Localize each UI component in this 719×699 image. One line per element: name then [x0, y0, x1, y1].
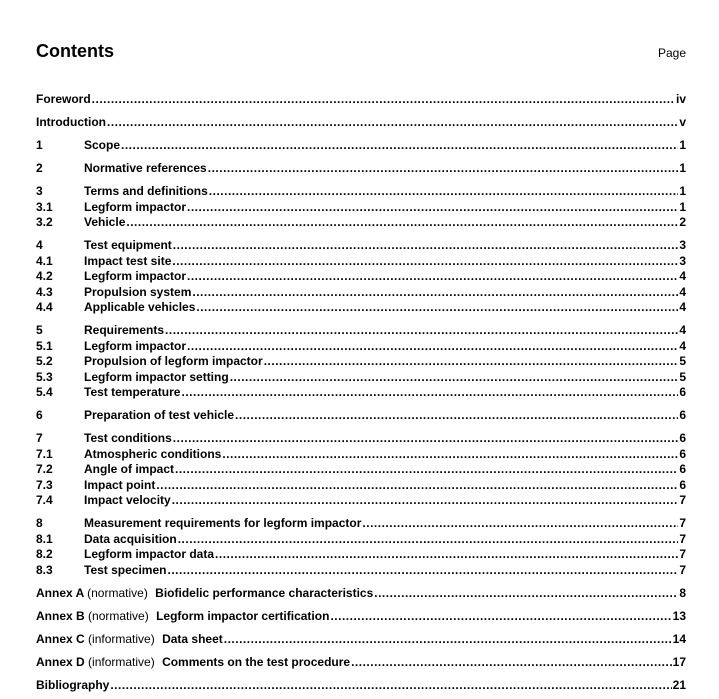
toc-entry-3-2[interactable]	[36, 215, 686, 231]
toc-entry-page: 6	[679, 446, 686, 461]
toc-entry-title: Legform impactor certification	[156, 608, 330, 623]
toc-entry-title: Atmospheric conditions	[84, 446, 222, 461]
table-of-contents	[36, 92, 686, 693]
dot-leader	[209, 184, 679, 200]
toc-entry-title: Legform impactor setting	[84, 369, 229, 384]
dot-leader	[173, 238, 679, 254]
dot-leader	[178, 532, 679, 548]
toc-entry-number: 5.4	[36, 385, 53, 399]
dot-leader	[351, 655, 672, 671]
toc-entry-title: Vehicle	[84, 215, 126, 229]
toc-entry-title: Biofidelic performance characteristics	[155, 585, 374, 600]
toc-entry-number: 8.3	[36, 562, 53, 577]
toc-entry-title: Legform impactor	[84, 199, 187, 214]
toc-entry-page: 6	[679, 385, 686, 399]
toc-entry-annex-b[interactable]	[36, 609, 686, 625]
dot-leader	[121, 138, 678, 154]
toc-entry-page: 6	[679, 462, 686, 476]
toc-entry-page: 7	[679, 516, 686, 530]
toc-entry-page: 3	[679, 238, 686, 252]
dot-leader	[110, 678, 671, 694]
toc-entry-3[interactable]	[36, 184, 686, 200]
toc-entry-page: 1	[679, 199, 686, 214]
dot-leader	[156, 478, 678, 494]
toc-entry-page: 21	[672, 677, 686, 692]
dot-leader	[187, 200, 678, 216]
toc-entry-title: Test temperature	[84, 385, 181, 399]
toc-entry-title: Impact point	[84, 477, 156, 492]
toc-entry-number: 2	[36, 161, 43, 175]
toc-entry-7-1[interactable]	[36, 447, 686, 463]
toc-entry-title: Normative references	[84, 161, 207, 175]
toc-entry-title: Requirements	[84, 323, 165, 337]
dot-leader	[165, 323, 678, 339]
toc-entry-page: 7	[679, 547, 686, 561]
toc-entry-number: 4.2	[36, 269, 53, 283]
toc-entry-8-2[interactable]	[36, 547, 686, 563]
annex-type: (normative)	[88, 608, 149, 623]
dot-leader	[107, 115, 678, 131]
toc-entry-title: Legform impactor data	[84, 547, 215, 561]
toc-entry-title: Test conditions	[84, 431, 172, 445]
toc-entry-page: 5	[679, 369, 686, 384]
toc-entry-page: 2	[679, 215, 686, 229]
toc-entry-annex-a[interactable]	[36, 586, 686, 602]
toc-entry-title: Terms and definitions	[84, 184, 208, 198]
annex-type: (informative)	[88, 631, 155, 646]
toc-entry-5-3[interactable]	[36, 370, 686, 386]
annex-heading	[36, 609, 329, 625]
toc-entry-page: 14	[672, 631, 686, 646]
toc-entry-annex-d[interactable]	[36, 655, 686, 671]
toc-entry-page: 4	[679, 269, 686, 283]
toc-entry-foreword[interactable]	[36, 92, 686, 108]
toc-entry-4-1[interactable]	[36, 254, 686, 270]
toc-entry-page: 6	[679, 408, 686, 422]
toc-entry-number: 3	[36, 184, 43, 198]
toc-entry-introduction[interactable]	[36, 115, 686, 131]
toc-entry-6[interactable]	[36, 408, 686, 424]
toc-entry-page: 7	[679, 531, 686, 546]
toc-entry-number: 7	[36, 431, 43, 445]
toc-entry-8[interactable]	[36, 516, 686, 532]
toc-entry-5[interactable]	[36, 323, 686, 339]
annex-type: (normative)	[87, 585, 148, 600]
toc-entry-number: 7.4	[36, 493, 53, 507]
toc-entry-title: Preparation of test vehicle	[84, 408, 235, 422]
dot-leader	[167, 563, 678, 579]
annex-label: Annex A	[36, 585, 84, 600]
annex-label: Annex C	[36, 631, 85, 646]
toc-entry-4-2[interactable]	[36, 269, 686, 285]
toc-entry-bibliography[interactable]	[36, 678, 686, 694]
toc-entry-number: 5	[36, 323, 43, 337]
dot-leader	[330, 609, 671, 625]
toc-entry-title: Test equipment	[84, 238, 172, 252]
toc-entry-7-4[interactable]	[36, 493, 686, 509]
toc-entry-number: 4.1	[36, 253, 53, 268]
toc-entry-title: Foreword	[36, 92, 91, 106]
annex-heading	[36, 632, 223, 648]
dot-leader	[187, 269, 678, 285]
toc-entry-page: 4	[679, 284, 686, 299]
dot-leader	[224, 632, 672, 648]
dot-leader	[172, 254, 678, 270]
toc-entry-5-2[interactable]	[36, 354, 686, 370]
dot-leader	[230, 370, 679, 386]
toc-entry-page: 7	[679, 493, 686, 507]
toc-entry-7[interactable]	[36, 431, 686, 447]
toc-entry-number: 3.1	[36, 199, 53, 214]
toc-entry-title: Legform impactor	[84, 269, 187, 283]
toc-entry-page: 5	[679, 354, 686, 368]
dot-leader	[126, 215, 678, 231]
toc-entry-4[interactable]	[36, 238, 686, 254]
toc-entry-page: 1	[679, 184, 686, 198]
annex-heading	[36, 586, 373, 602]
toc-entry-number: 7.2	[36, 462, 53, 476]
toc-entry-number: 8.1	[36, 531, 53, 546]
toc-entry-page: 6	[679, 431, 686, 445]
toc-entry-page: 1	[679, 138, 686, 152]
toc-entry-page: 6	[679, 477, 686, 492]
toc-entry-title: Data acquisition	[84, 531, 177, 546]
dot-leader	[215, 547, 678, 563]
dot-leader	[222, 447, 678, 463]
toc-entry-title: Propulsion system	[84, 284, 192, 299]
toc-entry-5-4[interactable]	[36, 385, 686, 401]
toc-entry-4-3[interactable]	[36, 285, 686, 301]
dot-leader	[196, 300, 678, 316]
dot-leader	[181, 385, 678, 401]
toc-entry-8-3[interactable]	[36, 563, 686, 579]
toc-entry-page: 4	[679, 338, 686, 353]
toc-entry-number: 5.1	[36, 338, 53, 353]
toc-entry-1[interactable]	[36, 138, 686, 154]
toc-entry-number: 4.3	[36, 284, 53, 299]
toc-entry-page: 13	[672, 608, 686, 623]
toc-entry-page: 1	[679, 161, 686, 175]
toc-entry-number: 6	[36, 408, 43, 422]
annex-label: Annex B	[36, 608, 85, 623]
toc-entry-number: 7.3	[36, 477, 53, 492]
dot-leader	[374, 586, 678, 602]
toc-entry-number: 3.2	[36, 215, 53, 229]
toc-entry-title: Angle of impact	[84, 462, 175, 476]
dot-leader	[173, 431, 679, 447]
toc-entry-7-2[interactable]	[36, 462, 686, 478]
toc-entry-page: 3	[679, 253, 686, 268]
toc-entry-number: 8	[36, 516, 43, 530]
dot-leader	[92, 92, 675, 108]
toc-entry-4-4[interactable]	[36, 300, 686, 316]
page-column-label: Page	[657, 46, 686, 60]
toc-entry-page: v	[679, 115, 686, 129]
toc-entry-number: 5.3	[36, 369, 53, 384]
toc-entry-number: 4	[36, 238, 43, 252]
toc-entry-title: Impact test site	[84, 253, 172, 268]
toc-entry-number: 1	[36, 138, 43, 152]
toc-entry-title: Applicable vehicles	[84, 300, 196, 314]
toc-entry-number: 4.4	[36, 300, 53, 314]
toc-entry-page: 4	[679, 323, 686, 337]
annex-type: (informative)	[88, 654, 155, 669]
toc-entry-title: Impact velocity	[84, 493, 171, 507]
toc-entry-page: iv	[675, 92, 686, 106]
dot-leader	[192, 285, 678, 301]
dot-leader	[172, 493, 679, 509]
toc-entry-title: Test specimen	[84, 562, 167, 577]
toc-entry-title: Measurement requirements for legform impactor	[84, 516, 362, 530]
toc-entry-number: 7.1	[36, 446, 53, 461]
dot-leader	[235, 408, 678, 424]
dot-leader	[187, 339, 678, 355]
toc-entry-title: Introduction	[36, 115, 106, 129]
page-title: Contents	[36, 41, 114, 61]
toc-entry-7-3[interactable]	[36, 478, 686, 494]
toc-entry-page: 17	[672, 654, 686, 669]
toc-entry-title: Comments on the test procedure	[162, 654, 351, 669]
toc-entry-page: 7	[679, 562, 686, 577]
toc-entry-number: 8.2	[36, 547, 53, 561]
toc-entry-annex-c[interactable]	[36, 632, 686, 648]
dot-leader	[175, 462, 678, 478]
dot-leader	[264, 354, 679, 370]
dot-leader	[362, 516, 678, 532]
toc-entry-title: Bibliography	[36, 677, 110, 692]
toc-entry-number: 5.2	[36, 354, 53, 368]
toc-entry-page: 4	[679, 300, 686, 314]
toc-entry-page: 8	[679, 585, 686, 600]
toc-entry-5-1[interactable]	[36, 339, 686, 355]
toc-entry-3-1[interactable]	[36, 200, 686, 216]
toc-entry-2[interactable]	[36, 161, 686, 177]
toc-entry-title: Data sheet	[162, 631, 223, 646]
dot-leader	[208, 161, 679, 177]
toc-entry-title: Propulsion of legform impactor	[84, 354, 263, 368]
annex-label: Annex D	[36, 654, 85, 669]
toc-entry-8-1[interactable]	[36, 532, 686, 548]
toc-entry-title: Scope	[84, 138, 121, 152]
toc-entry-title: Legform impactor	[84, 338, 187, 353]
annex-heading	[36, 655, 350, 671]
